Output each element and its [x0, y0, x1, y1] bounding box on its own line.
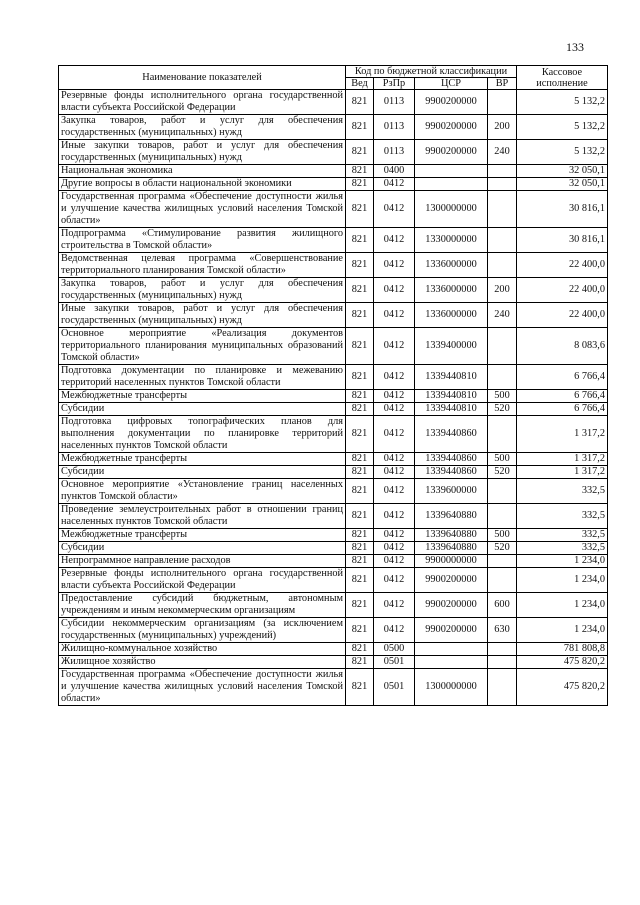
- row-ved: 821: [346, 90, 374, 115]
- table-row: [59, 593, 608, 618]
- row-ved: 821: [346, 278, 374, 303]
- row-vr: [488, 568, 517, 593]
- row-vr: [488, 90, 517, 115]
- row-rzpr: 0412: [374, 542, 415, 555]
- row-name: Национальная экономика: [59, 165, 346, 178]
- row-amount: 30 816,1: [517, 191, 608, 228]
- table-row: [59, 228, 608, 253]
- row-vr: [488, 191, 517, 228]
- header-amount: Кассовое исполнение: [517, 66, 608, 90]
- row-amount: 5 132,2: [517, 90, 608, 115]
- row-amount: 30 816,1: [517, 228, 608, 253]
- row-rzpr: 0412: [374, 416, 415, 453]
- row-ved: 821: [346, 656, 374, 669]
- row-amount: 6 766,4: [517, 365, 608, 390]
- row-name: Закупка товаров, работ и услуг для обеспечения государственных (муниципальных) нужд: [59, 278, 346, 303]
- row-csr: 1339440860: [415, 453, 488, 466]
- row-csr: 9900200000: [415, 115, 488, 140]
- table-row: [59, 479, 608, 504]
- row-amount: 332,5: [517, 529, 608, 542]
- table-row: [59, 191, 608, 228]
- table-body: [59, 90, 608, 706]
- table-row: [59, 568, 608, 593]
- row-vr: 240: [488, 303, 517, 328]
- row-vr: 630: [488, 618, 517, 643]
- row-amount: 22 400,0: [517, 278, 608, 303]
- row-ved: 821: [346, 228, 374, 253]
- row-amount: 332,5: [517, 479, 608, 504]
- row-amount: 32 050,1: [517, 178, 608, 191]
- row-csr: [415, 643, 488, 656]
- table-row: [59, 669, 608, 706]
- row-rzpr: 0412: [374, 504, 415, 529]
- row-ved: 821: [346, 328, 374, 365]
- row-vr: [488, 504, 517, 529]
- table-row: [59, 253, 608, 278]
- row-rzpr: 0113: [374, 140, 415, 165]
- row-amount: 6 766,4: [517, 403, 608, 416]
- row-name: Ведомственная целевая программа «Совершенствование территориального планирования Томской области»: [59, 253, 346, 278]
- table-row: [59, 466, 608, 479]
- row-vr: [488, 479, 517, 504]
- row-vr: [488, 669, 517, 706]
- row-amount: 332,5: [517, 504, 608, 529]
- row-rzpr: 0412: [374, 178, 415, 191]
- row-rzpr: 0501: [374, 656, 415, 669]
- row-name: Межбюджетные трансферты: [59, 453, 346, 466]
- table-row: [59, 178, 608, 191]
- row-amount: 475 820,2: [517, 669, 608, 706]
- row-name: Иные закупки товаров, работ и услуг для обеспечения государственных (муниципальных) нужд: [59, 140, 346, 165]
- row-csr: [415, 178, 488, 191]
- row-ved: 821: [346, 479, 374, 504]
- row-name: Государственная программа «Обеспечение доступности жилья и улучшение качества жилищных условий населения Томской области»: [59, 191, 346, 228]
- row-amount: 22 400,0: [517, 303, 608, 328]
- row-vr: [488, 656, 517, 669]
- row-ved: 821: [346, 542, 374, 555]
- row-amount: 5 132,2: [517, 115, 608, 140]
- row-name: Подпрограмма «Стимулирование развития жилищного строительства в Томской области»: [59, 228, 346, 253]
- row-ved: 821: [346, 115, 374, 140]
- row-rzpr: 0412: [374, 303, 415, 328]
- header-name: Наименование показателей: [59, 66, 346, 90]
- row-vr: 520: [488, 542, 517, 555]
- table-row: [59, 416, 608, 453]
- row-vr: 500: [488, 529, 517, 542]
- row-rzpr: 0113: [374, 90, 415, 115]
- row-ved: 821: [346, 453, 374, 466]
- row-ved: 821: [346, 140, 374, 165]
- row-rzpr: 0113: [374, 115, 415, 140]
- row-amount: 32 050,1: [517, 165, 608, 178]
- row-name: Предоставление субсидий бюджетным, автономным учреждениям и иным некоммерческим организациям: [59, 593, 346, 618]
- row-rzpr: 0500: [374, 643, 415, 656]
- table-row: [59, 656, 608, 669]
- row-vr: 600: [488, 593, 517, 618]
- row-csr: 1330000000: [415, 228, 488, 253]
- row-csr: 1339440860: [415, 466, 488, 479]
- row-amount: 6 766,4: [517, 390, 608, 403]
- row-amount: 332,5: [517, 542, 608, 555]
- row-name: Подготовка цифровых топографических планов для выполнения документации по планировке территорий населенных пунктов Томской области: [59, 416, 346, 453]
- table-row: [59, 165, 608, 178]
- row-rzpr: 0412: [374, 228, 415, 253]
- budget-table: [58, 65, 608, 706]
- row-name: Проведение землеустроительных работ в отношении границ населенных пунктов Томской области: [59, 504, 346, 529]
- row-name: Субсидии некоммерческим организациям (за исключением государственных (муниципальных) учреждений): [59, 618, 346, 643]
- row-vr: [488, 643, 517, 656]
- row-ved: 821: [346, 253, 374, 278]
- row-csr: 9900200000: [415, 568, 488, 593]
- row-name: Субсидии: [59, 403, 346, 416]
- row-csr: 1336000000: [415, 253, 488, 278]
- row-vr: 520: [488, 403, 517, 416]
- row-name: Резервные фонды исполнительного органа государственной власти субъекта Российской Федерации: [59, 90, 346, 115]
- row-csr: 1336000000: [415, 278, 488, 303]
- row-csr: [415, 165, 488, 178]
- table-row: [59, 403, 608, 416]
- row-name: Основное мероприятие «Установление границ населенных пунктов Томской области»: [59, 479, 346, 504]
- row-vr: [488, 555, 517, 568]
- row-amount: 22 400,0: [517, 253, 608, 278]
- row-vr: [488, 328, 517, 365]
- row-ved: 821: [346, 165, 374, 178]
- row-csr: 1339440810: [415, 365, 488, 390]
- row-amount: 1 317,2: [517, 453, 608, 466]
- row-ved: 821: [346, 568, 374, 593]
- row-csr: 9900200000: [415, 618, 488, 643]
- row-rzpr: 0412: [374, 479, 415, 504]
- row-csr: 1339600000: [415, 479, 488, 504]
- row-rzpr: 0400: [374, 165, 415, 178]
- row-csr: [415, 656, 488, 669]
- row-name: Подготовка документации по планировке и межеванию территорий населенных пунктов Томской области: [59, 365, 346, 390]
- row-amount: 781 808,8: [517, 643, 608, 656]
- row-name: Непрограммное направление расходов: [59, 555, 346, 568]
- row-ved: 821: [346, 529, 374, 542]
- table-row: [59, 453, 608, 466]
- table-row: [59, 504, 608, 529]
- row-rzpr: 0412: [374, 278, 415, 303]
- header-rzpr: РзПр: [374, 78, 415, 90]
- row-csr: 1339400000: [415, 328, 488, 365]
- row-csr: 1339640880: [415, 529, 488, 542]
- row-ved: 821: [346, 416, 374, 453]
- row-ved: 821: [346, 466, 374, 479]
- row-ved: 821: [346, 555, 374, 568]
- row-csr: 9900200000: [415, 140, 488, 165]
- row-amount: 475 820,2: [517, 656, 608, 669]
- table-row: [59, 90, 608, 115]
- row-vr: [488, 228, 517, 253]
- row-ved: 821: [346, 593, 374, 618]
- row-name: Субсидии: [59, 466, 346, 479]
- table-row: [59, 529, 608, 542]
- row-vr: [488, 416, 517, 453]
- row-amount: 5 132,2: [517, 140, 608, 165]
- row-name: Иные закупки товаров, работ и услуг для обеспечения государственных (муниципальных) нужд: [59, 303, 346, 328]
- row-rzpr: 0412: [374, 403, 415, 416]
- row-name: Межбюджетные трансферты: [59, 529, 346, 542]
- row-csr: 1300000000: [415, 669, 488, 706]
- row-csr: 9900000000: [415, 555, 488, 568]
- header-ved: Вед: [346, 78, 374, 90]
- table-row: [59, 555, 608, 568]
- row-rzpr: 0501: [374, 669, 415, 706]
- table-row: [59, 140, 608, 165]
- row-ved: 821: [346, 643, 374, 656]
- row-csr: 1339640880: [415, 504, 488, 529]
- row-csr: 1336000000: [415, 303, 488, 328]
- table-row: [59, 643, 608, 656]
- row-ved: 821: [346, 403, 374, 416]
- row-amount: 1 234,0: [517, 593, 608, 618]
- table-row: [59, 328, 608, 365]
- header-csr: ЦСР: [415, 78, 488, 90]
- row-name: Основное мероприятие «Реализация документов территориального планирования муниципальных образований Томской области»: [59, 328, 346, 365]
- row-ved: 821: [346, 669, 374, 706]
- row-vr: 200: [488, 278, 517, 303]
- row-amount: 8 083,6: [517, 328, 608, 365]
- row-ved: 821: [346, 390, 374, 403]
- row-rzpr: 0412: [374, 529, 415, 542]
- row-name: Государственная программа «Обеспечение доступности жилья и улучшение качества жилищных условий населения Томской области»: [59, 669, 346, 706]
- table-row: [59, 390, 608, 403]
- table-row: [59, 303, 608, 328]
- row-csr: 1339440810: [415, 390, 488, 403]
- row-name: Жилищное хозяйство: [59, 656, 346, 669]
- row-rzpr: 0412: [374, 555, 415, 568]
- row-name: Закупка товаров, работ и услуг для обеспечения государственных (муниципальных) нужд: [59, 115, 346, 140]
- row-ved: 821: [346, 365, 374, 390]
- row-name: Резервные фонды исполнительного органа государственной власти субъекта Российской Федерации: [59, 568, 346, 593]
- row-vr: 500: [488, 453, 517, 466]
- row-vr: 500: [488, 390, 517, 403]
- row-vr: [488, 178, 517, 191]
- row-amount: 1 317,2: [517, 466, 608, 479]
- row-rzpr: 0412: [374, 191, 415, 228]
- row-ved: 821: [346, 191, 374, 228]
- table-row: [59, 542, 608, 555]
- table-row: [59, 365, 608, 390]
- row-ved: 821: [346, 178, 374, 191]
- row-ved: 821: [346, 303, 374, 328]
- row-rzpr: 0412: [374, 568, 415, 593]
- row-vr: [488, 253, 517, 278]
- row-name: Жилищно-коммунальное хозяйство: [59, 643, 346, 656]
- row-vr: 200: [488, 115, 517, 140]
- row-csr: 1339440810: [415, 403, 488, 416]
- row-rzpr: 0412: [374, 593, 415, 618]
- row-csr: 9900200000: [415, 90, 488, 115]
- row-amount: 1 234,0: [517, 568, 608, 593]
- row-rzpr: 0412: [374, 390, 415, 403]
- table-row: [59, 618, 608, 643]
- row-name: Субсидии: [59, 542, 346, 555]
- row-ved: 821: [346, 504, 374, 529]
- row-rzpr: 0412: [374, 453, 415, 466]
- row-ved: 821: [346, 618, 374, 643]
- table-row: [59, 115, 608, 140]
- row-name: Другие вопросы в области национальной экономики: [59, 178, 346, 191]
- row-csr: 1300000000: [415, 191, 488, 228]
- row-amount: 1 317,2: [517, 416, 608, 453]
- header-code-group: Код по бюджетной классификации: [346, 66, 517, 78]
- row-rzpr: 0412: [374, 253, 415, 278]
- header-vr: ВР: [488, 78, 517, 90]
- row-vr: [488, 365, 517, 390]
- row-amount: 1 234,0: [517, 555, 608, 568]
- row-rzpr: 0412: [374, 365, 415, 390]
- row-csr: 1339640880: [415, 542, 488, 555]
- row-rzpr: 0412: [374, 328, 415, 365]
- row-vr: [488, 165, 517, 178]
- table-row: [59, 278, 608, 303]
- row-name: Межбюджетные трансферты: [59, 390, 346, 403]
- row-rzpr: 0412: [374, 618, 415, 643]
- row-csr: 1339440860: [415, 416, 488, 453]
- row-vr: 520: [488, 466, 517, 479]
- row-csr: 9900200000: [415, 593, 488, 618]
- row-vr: 240: [488, 140, 517, 165]
- row-rzpr: 0412: [374, 466, 415, 479]
- page-number: 133: [566, 40, 584, 54]
- row-amount: 1 234,0: [517, 618, 608, 643]
